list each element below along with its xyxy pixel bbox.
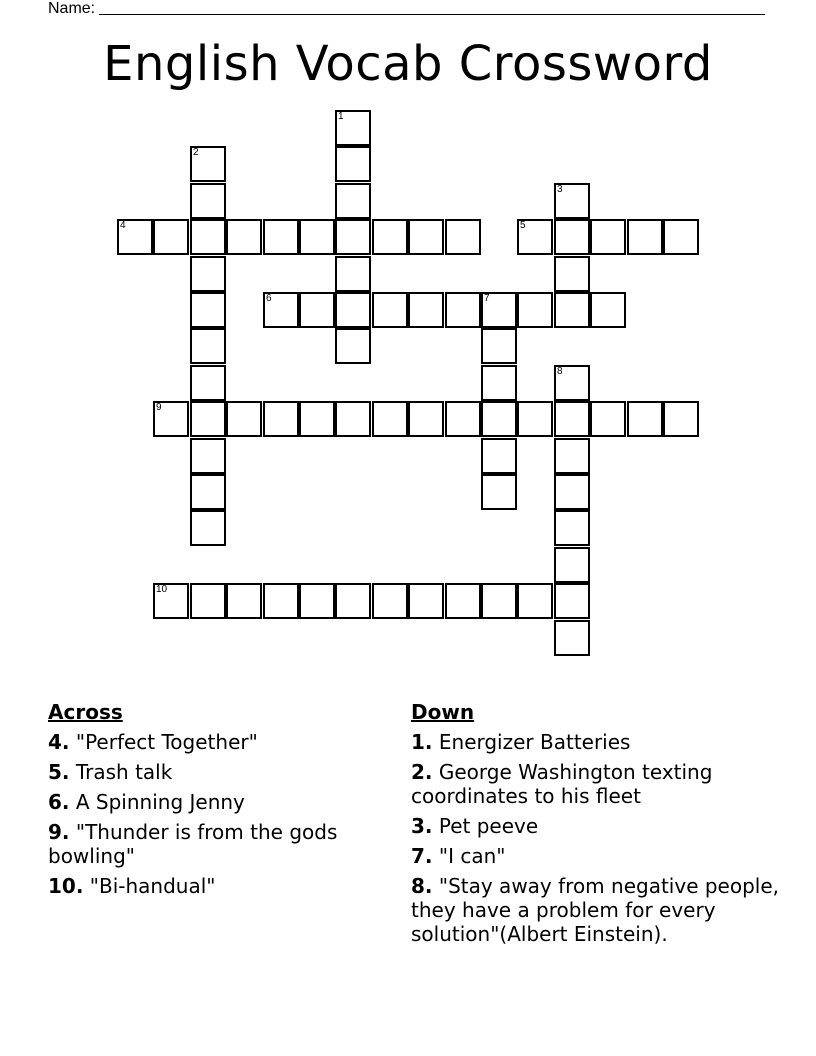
clue-number-label: 5 <box>520 220 526 231</box>
grid-cell[interactable] <box>481 328 517 364</box>
grid-cell[interactable] <box>408 401 444 437</box>
grid-cell[interactable] <box>445 219 481 255</box>
grid-cell[interactable] <box>335 183 371 219</box>
clue-text: Pet peeve <box>438 814 539 838</box>
grid-cell[interactable] <box>335 219 371 255</box>
clue-across-6 <box>48 790 378 814</box>
down-clues <box>411 700 781 952</box>
clue-number: 7. <box>411 844 433 868</box>
grid-cell[interactable] <box>190 219 226 255</box>
grid-cell[interactable] <box>408 219 444 255</box>
grid-cell[interactable] <box>481 474 517 510</box>
clue-number: 3. <box>411 814 433 838</box>
clue-number-label: 7 <box>484 293 490 304</box>
grid-cell[interactable] <box>590 292 626 328</box>
grid-cell[interactable] <box>153 583 189 619</box>
grid-cell[interactable] <box>335 328 371 364</box>
grid-cell[interactable] <box>445 292 481 328</box>
grid-cell[interactable] <box>226 219 262 255</box>
grid-cell[interactable] <box>554 365 590 401</box>
grid-cell[interactable] <box>190 365 226 401</box>
grid-cell[interactable] <box>263 292 299 328</box>
grid-cell[interactable] <box>517 292 553 328</box>
grid-cell[interactable] <box>408 292 444 328</box>
grid-cell[interactable] <box>445 401 481 437</box>
grid-cell[interactable] <box>190 510 226 546</box>
grid-cell[interactable] <box>372 219 408 255</box>
grid-cell[interactable] <box>554 292 590 328</box>
grid-cell[interactable] <box>372 292 408 328</box>
grid-cell[interactable] <box>153 401 189 437</box>
grid-cell[interactable] <box>335 110 371 146</box>
grid-cell[interactable] <box>190 328 226 364</box>
name-field[interactable] <box>48 0 748 20</box>
grid-cell[interactable] <box>190 474 226 510</box>
grid-cell[interactable] <box>590 401 626 437</box>
grid-cell[interactable] <box>335 146 371 182</box>
grid-cell[interactable] <box>299 219 335 255</box>
clue-text: A Spinning Jenny <box>75 790 245 814</box>
grid-cell[interactable] <box>372 583 408 619</box>
clue-down-8 <box>411 874 781 946</box>
clue-text: Trash talk <box>75 760 173 784</box>
clue-number: 5. <box>48 760 70 784</box>
clue-down-3 <box>411 814 781 838</box>
grid-cell[interactable] <box>190 438 226 474</box>
grid-cell[interactable] <box>263 219 299 255</box>
grid-cell[interactable] <box>554 219 590 255</box>
grid-cell[interactable] <box>481 365 517 401</box>
grid-cell[interactable] <box>408 583 444 619</box>
clue-text: "I can" <box>438 844 506 868</box>
grid-cell[interactable] <box>481 401 517 437</box>
grid-cell[interactable] <box>190 146 226 182</box>
clue-number-label: 6 <box>266 293 272 304</box>
clue-across-5 <box>48 760 378 784</box>
clue-number-label: 9 <box>156 402 162 413</box>
clue-number-label: 8 <box>557 366 563 377</box>
grid-cell[interactable] <box>190 292 226 328</box>
clue-across-10 <box>48 874 378 898</box>
grid-cell[interactable] <box>554 183 590 219</box>
clue-number: 10. <box>48 874 84 898</box>
clue-down-1 <box>411 730 781 754</box>
grid-cell[interactable] <box>263 401 299 437</box>
clue-down-2 <box>411 760 781 808</box>
grid-cell[interactable] <box>299 292 335 328</box>
grid-cell[interactable] <box>590 219 626 255</box>
clue-number-label: 1 <box>338 111 344 122</box>
clue-text: "Stay away from negative people, they have a problem for every solution"(Albert Einstein). <box>411 874 780 946</box>
clue-text: "Perfect Together" <box>75 730 258 754</box>
grid-cell[interactable] <box>554 620 590 656</box>
grid-cell[interactable] <box>335 292 371 328</box>
grid-cell[interactable] <box>226 401 262 437</box>
down-heading: Down <box>411 700 475 724</box>
clue-number: 8. <box>411 874 433 898</box>
grid-cell[interactable] <box>481 292 517 328</box>
clue-down-7 <box>411 844 781 868</box>
grid-cell[interactable] <box>517 219 553 255</box>
grid-cell[interactable] <box>627 219 663 255</box>
grid-cell[interactable] <box>554 510 590 546</box>
clue-across-9 <box>48 820 378 868</box>
clue-number-label: 10 <box>156 584 168 595</box>
clue-text: "Thunder is from the gods bowling" <box>48 820 338 868</box>
grid-cell[interactable] <box>554 401 590 437</box>
grid-cell[interactable] <box>335 583 371 619</box>
grid-cell[interactable] <box>481 438 517 474</box>
grid-cell[interactable] <box>554 256 590 292</box>
grid-cell[interactable] <box>554 438 590 474</box>
grid-cell[interactable] <box>517 583 553 619</box>
clue-number-label: 2 <box>193 147 199 158</box>
name-underline[interactable] <box>99 0 765 15</box>
grid-cell[interactable] <box>335 401 371 437</box>
grid-cell[interactable] <box>263 583 299 619</box>
grid-cell[interactable] <box>517 401 553 437</box>
grid-cell[interactable] <box>663 219 699 255</box>
grid-cell[interactable] <box>335 256 371 292</box>
clue-number: 6. <box>48 790 70 814</box>
clue-number: 1. <box>411 730 433 754</box>
clue-number: 4. <box>48 730 70 754</box>
across-clues <box>48 700 378 904</box>
clue-across-4 <box>48 730 378 754</box>
clue-text: "Bi-handual" <box>89 874 216 898</box>
clue-number: 2. <box>411 760 433 784</box>
grid-cell[interactable] <box>117 219 153 255</box>
clue-text: George Washington texting coordinates to his fleet <box>411 760 713 808</box>
grid-cell[interactable] <box>190 583 226 619</box>
grid-cell[interactable] <box>554 474 590 510</box>
across-heading: Across <box>48 700 123 724</box>
grid-cell[interactable] <box>554 547 590 583</box>
grid-cell[interactable] <box>190 256 226 292</box>
page-title: English Vocab Crossword <box>103 36 713 92</box>
grid-cell[interactable] <box>190 401 226 437</box>
clue-text: Energizer Batteries <box>438 730 631 754</box>
clue-number-label: 3 <box>557 184 563 195</box>
grid-cell[interactable] <box>481 583 517 619</box>
grid-cell[interactable] <box>445 583 481 619</box>
clue-number: 9. <box>48 820 70 844</box>
grid-cell[interactable] <box>299 401 335 437</box>
grid-cell[interactable] <box>627 401 663 437</box>
grid-cell[interactable] <box>663 401 699 437</box>
clue-number-label: 4 <box>120 220 126 231</box>
grid-cell[interactable] <box>372 401 408 437</box>
grid-cell[interactable] <box>190 183 226 219</box>
grid-cell[interactable] <box>226 583 262 619</box>
grid-cell[interactable] <box>554 583 590 619</box>
grid-cell[interactable] <box>299 583 335 619</box>
name-label: Name: <box>48 0 96 17</box>
grid-cell[interactable] <box>153 219 189 255</box>
